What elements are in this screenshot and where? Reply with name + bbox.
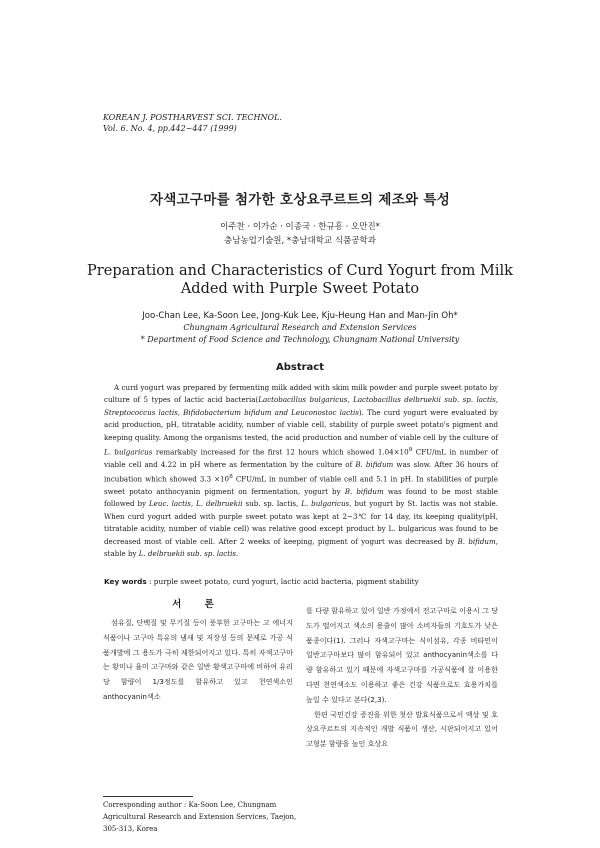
journal-name: KOREAN J. POSTHARVEST SCI. TECHNOL. bbox=[103, 113, 282, 122]
keywords-label: Key words bbox=[104, 577, 147, 586]
footnote-divider bbox=[103, 796, 193, 797]
abstract-body: A curd yogurt was prepared by fermenting milk added with skim milk powder and purple sweet potato by culture of 5 types of lactic acid bacteria(Lactobacillus bulgaricus, Lactobacillus delbruekii sub. sp. lactis, Streptococcus lactis, Bifidobacterium bifidum and Leuconostoc lactis). The curd yogurt were evaluated by acid production, pH, titratable acidity, number of viable cell, stability of purple sweet potato's pigment and keeping quality. Among the organisms tested, the acid production and number of viable cell by the culture of L. bulgaricus remarkably increased for the first 12 hours which showed $1.04\times 10^9$ CFU/mL in number of viable cell and 4.22 in pH where as fermentation by the culture of B. bifidum was slow. After 36 hours of incubation which showed $3.3 \times 10^8$ CFU/mL in number of viable cell and 5.1 in pH. In stabilities of purple sweet potato anthocyanin pigment on fermentation, yogurt by B. bifidum was found to be most stable followed by Leuc. lactis, L. delbruekii sub. sp. lactis, L. bulgaricus, but yogurt by St. lactis was not stable. When curd yogurt added with purple sweet potato was kept at 2~3℃ for 14 day, its keeping quality(pH, titratable acidity, number of viable cell) was relative good except product by L. bulgaricus was found to be decreased most of viable cell. After 2 weeks of keeping, pigment of yogurt was decreased by B. bifidum, stable by L. delbruekii sub. sp. lactis. bbox=[104, 383, 499, 558]
journal-header bbox=[103, 112, 282, 134]
affiliation-english-1: Chungnam Agricultural Research and Extension Services bbox=[183, 323, 417, 332]
authors-english: Joo-Chan Lee, Ka-Soon Lee, Jong-Kuk Lee, Kju-Heung Han and Man-Jin Oh* bbox=[142, 311, 458, 321]
journal-citation: Vol. 6. No. 4, pp.442~447 (1999) bbox=[103, 124, 237, 133]
affiliation-korean: 충남농업기술원, *충남대학교 식품공학과 bbox=[224, 236, 376, 246]
intro-left-text: 섬유질, 단백질 및 무기질 등이 풍부한 고구마는 고 에너지 식품이나 고구마 특유의 냄새 및 저장성 등의 문제로 가공 식품개발에 그 용도가 극히 제한되어지고 있다. 특히 자색고구마는 황미나 율미 고구마와 같은 일반 황색고구마에 비하여 유리당 함량이 1/3정도를 함유하고 있고 천연색소인 anthocyanin색소 bbox=[103, 618, 293, 701]
intro-right-text-1: 를 다량 함유하고 있어 일반 가정에서 전고구마로 이용시 그 당도가 떨어지고 색소의 용출이 많아 소비자들의 기호도가 낮은 품종이다(1). 그러나 자색고구마는 식이섬유, 각종 비타민이 일반고구마보다 많이 함유되어 있고 anthocyanin색소를 다량 함유하고 있기 때문에 자색고구마를 가공식품에 잘 이용한다면 천연색소도 이용하고 좋은 건강 식품으로도 효용가치를 높일 수 있다고 본다(2,3). bbox=[306, 606, 498, 704]
authors-korean-block bbox=[0, 220, 600, 248]
authors-korean: 이주찬 · 이가순 · 이종국 · 한규흥 · 오만진* bbox=[220, 222, 380, 232]
left-column bbox=[103, 596, 293, 705]
affiliation-english-2: * Department of Food Science and Technology, Chungnam National University bbox=[140, 335, 460, 344]
abstract-heading: Abstract bbox=[275, 362, 325, 373]
keywords bbox=[104, 576, 498, 587]
footnote: Corresponding author : Ka-Soon Lee, Chungnam Agricultural Research and Extension Services, Taejon, 305-313, Korea bbox=[103, 801, 297, 833]
affiliation-english-block bbox=[0, 322, 600, 346]
title-korean: 자색고구마를 첨가한 호상요쿠르트의 제조와 특성 bbox=[149, 192, 451, 208]
title-english: Preparation and Characteristics of Curd Yogurt from Milk Added with Purple Sweet Potato bbox=[87, 263, 513, 297]
intro-right-text-2: 한편 국민건강 증진을 위한 첫산 발효식품으로서 액상 및 호상요쿠르트의 지속적인 개발 식품이 생산, 시판되어지고 있어 고형분 함량을 높인 호상요 bbox=[306, 709, 498, 749]
keywords-text: : purple sweet potato, curd yogurt, lactic acid bacteria, pigment stability bbox=[146, 577, 419, 586]
intro-heading: 서 론 bbox=[172, 599, 224, 610]
right-column bbox=[306, 604, 498, 752]
